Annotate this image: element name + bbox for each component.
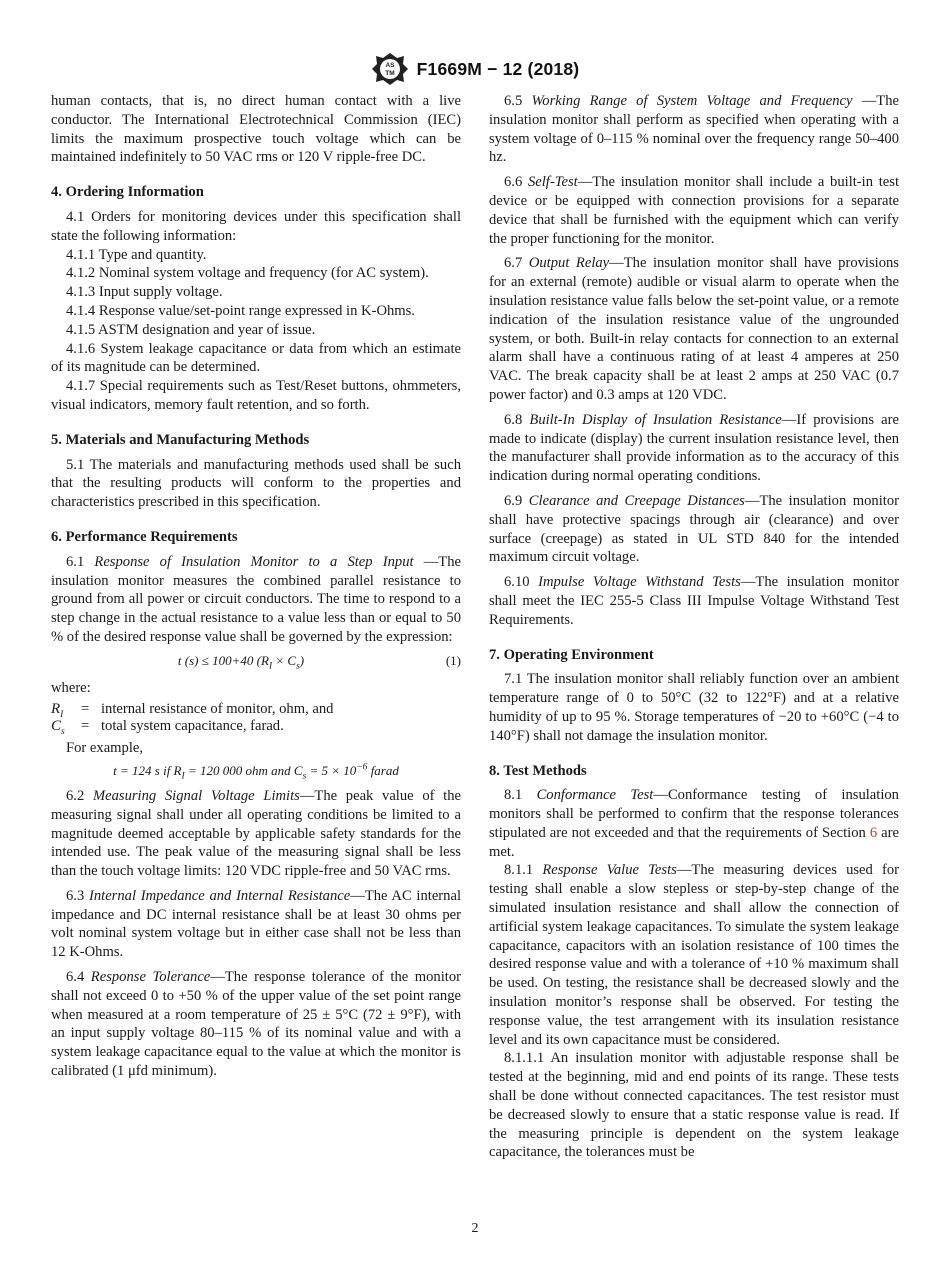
section-6-heading: 6. Performance Requirements: [51, 528, 238, 545]
svg-text:TM: TM: [384, 70, 395, 77]
example-label: For example,: [66, 740, 144, 757]
para-4-1-3: 4.1.3 Input supply voltage.: [66, 284, 223, 301]
para-4-1-1: 4.1.1 Type and quantity.: [66, 246, 207, 263]
para-6-10: 6.10 Impulse Voltage Withstand Tests—The insulation monitor shall meet the IEC 255-5 Class III Impulse Voltage Withstand Test Requirements.: [489, 574, 899, 628]
equation-1-body: t (s) ≤ 100+40 $(R_I \times C_s)$: [177, 652, 305, 672]
para-8-1-1: 8.1.1 Response Value Tests—The measuring devices used for testing shall enable a slow stepless or step-by-step change of the simulated insulation resistance and shall allow the connection of artificial system leakage capacitances. To simulate the system leakage capacitance, capacitors with an isolation resistance of 100 times the desired response value and with a tolerance of +10 % maximum shall be used. On testing, the resistance shall be decreased slowly and the insulation monitor’s response shall be observed. For testing the response value, the test arrangement with its insulation resistance level and its own capacitance must be considered.: [489, 862, 899, 1048]
para-4-1: 4.1 Orders for monitoring devices under this specification shall state the following information:: [51, 208, 461, 244]
where-label: where:: [51, 679, 91, 696]
page-header: [0, 52, 950, 86]
para-6-1: 6.1 Response of Insulation Monitor to a Step Input —The insulation monitor measures the combined parallel resistance to ground from all power or circuit conductors. The time to respond to a step change in the actual resistance to a value less than or equal to 50 % of the desired response value shall be governed by the expression:: [51, 553, 461, 645]
section-6-link[interactable]: 6: [869, 824, 878, 841]
example-equation: t = 124 s if $R_I = 120$ 000 ohm and $C_s = 5 \times 10^{-6}$ farad: [113, 762, 399, 782]
section-4-heading: 4. Ordering Information: [51, 184, 204, 201]
para-5-1: 5.1 The materials and manufacturing methods used shall be such that the resulting products will conform to the properties and characteristics prescribed in this specification.: [51, 456, 461, 511]
section-5-heading: 5. Materials and Manufacturing Methods: [51, 431, 310, 448]
section-8-heading: 8. Test Methods: [489, 762, 587, 779]
para-8-1-1-1: 8.1.1.1 An insulation monitor with adjustable response shall be tested at the beginning, mid and end points of its range. These tests shall be done without connected capacitances. The test resistor must be decreased slowly to ensure that a static response value is read. If the measuring principle is dependent on the system leakage capacitance, the tolerances must be: [489, 1050, 899, 1161]
para-4-1-5: 4.1.5 ASTM designation and year of issue.: [66, 321, 316, 338]
para-6-6: 6.6 Self-Test—The insulation monitor shall include a built-in test device or be equipped with connection provisions for a separate device that shall be furnished with the equipment which can verify the proper functioning for the monitor.: [489, 174, 899, 247]
para-6-4: 6.4 Response Tolerance—The response tolerance of the monitor shall not exceed 0 to +50 % of the upper value of the set point range when measured at a room temperature of 25 ± 5°C (72 ± 9°F), with an input supply voltage 80–115 % of its nominal value and with a system leakage capacitance equal to the value at which the monitor is calibrated (1 μfd minimum).: [51, 969, 461, 1080]
para-6-8: 6.8 Built-In Display of Insulation Resistance—If provisions are made to indicate (display) the current insulation resistance level, then the manufacturer shall provide information as to the accuracy of this indication during normal operating conditions.: [489, 411, 899, 485]
para-6-9: 6.9 Clearance and Creepage Distances—The insulation monitor shall have protective spacings through air (clearance) and over surface (creepage) as stated in UL STD 840 for the intended maximum circuit voltage.: [489, 492, 899, 566]
definition-row: $R_I$ = internal resistance of monitor, ohm, and: [51, 701, 334, 721]
para-6-7: 6.7 Output Relay—The insulation monitor shall have provisions for an external (remote) audible or visual alarm to operate when the insulation resistance value falls below the set-point value, or a remote indication of the insulation resistance value of the ungrounded system, or both. Built-in relay contacts for connection to an external alarm shall have a continuous rating of at least 4 amperes at 250 VAC. The break capacity shall be at least 2 amps at 250 VAC (0.7 power factor) and 0.3 amps at 120 VDC.: [489, 255, 899, 403]
para-4-1-6: 4.1.6 System leakage capacitance or data from which an estimate of its magnitude can be determined.: [51, 340, 461, 376]
para-7-1: 7.1 The insulation monitor shall reliably function over an ambient temperature range of 0 to 50°C (32 to 122°F) and at a relative humidity of up to 95 %. Storage temperatures of −20 to +60°C (−4 to 140°F) shall not damage the insulation monitor.: [489, 671, 899, 744]
para-8-1: 8.1 Conformance Test—Conformance testing of insulation monitors shall be performed to confirm that the response tolerances stipulated are not exceeded and that the requirements of Section 6 are met.: [489, 787, 899, 860]
para-6-5: 6.5 Working Range of System Voltage and Frequency —The insulation monitor shall perform as specified when operating with a system voltage of 0–115 % nominal over the frequency range 50–400 hz.: [489, 93, 899, 166]
right-column: [489, 92, 899, 1162]
symbol-definitions: [51, 701, 334, 738]
definition-row: $C_s$ = total system capacitance, farad.: [51, 718, 284, 738]
section-7-heading: 7. Operating Environment: [489, 646, 654, 663]
para-4-1-2: 4.1.2 Nominal system voltage and frequency (for AC system).: [66, 265, 429, 282]
svg-text:AS: AS: [385, 62, 395, 69]
para-6-3: 6.3 Internal Impedance and Internal Resistance—The AC internal impedance and DC internal resistance shall be at least 30 ohms per volt nominal system voltage but in either case shall not be less than 12 K-Ohms.: [51, 887, 462, 961]
left-column: [51, 92, 461, 1081]
para-4-1-4: 4.1.4 Response value/set-point range expressed in K-Ohms.: [66, 302, 415, 319]
document-designation: F1669M − 12 (2018): [416, 58, 580, 79]
continued-paragraph: human contacts, that is, no direct human contact with a live conductor. The International Electrotechnical Commission (IEC) limits the maximum prospective touch voltage which can be maintained indefinitely to 50 VAC rms or 120 V ripple-free DC.: [51, 93, 461, 166]
page-number: 2: [471, 1221, 479, 1236]
para-4-1-7: 4.1.7 Special requirements such as Test/Reset buttons, ohmmeters, visual indicators, memory fault retention, and so forth.: [51, 378, 461, 413]
equation-1: [51, 652, 461, 671]
para-6-2: 6.2 Measuring Signal Voltage Limits—The peak value of the measuring signal shall under all operating conditions be limited to a magnitude deemed acceptable by applicable safety standards for the intended use. The peak value of the measuring signal shall be less than the touch voltage limits: 120 VDC ripple-free and 50 VAC rms.: [51, 787, 462, 880]
astm-logo-icon: [371, 52, 409, 86]
equation-1-number: (1): [445, 652, 461, 668]
